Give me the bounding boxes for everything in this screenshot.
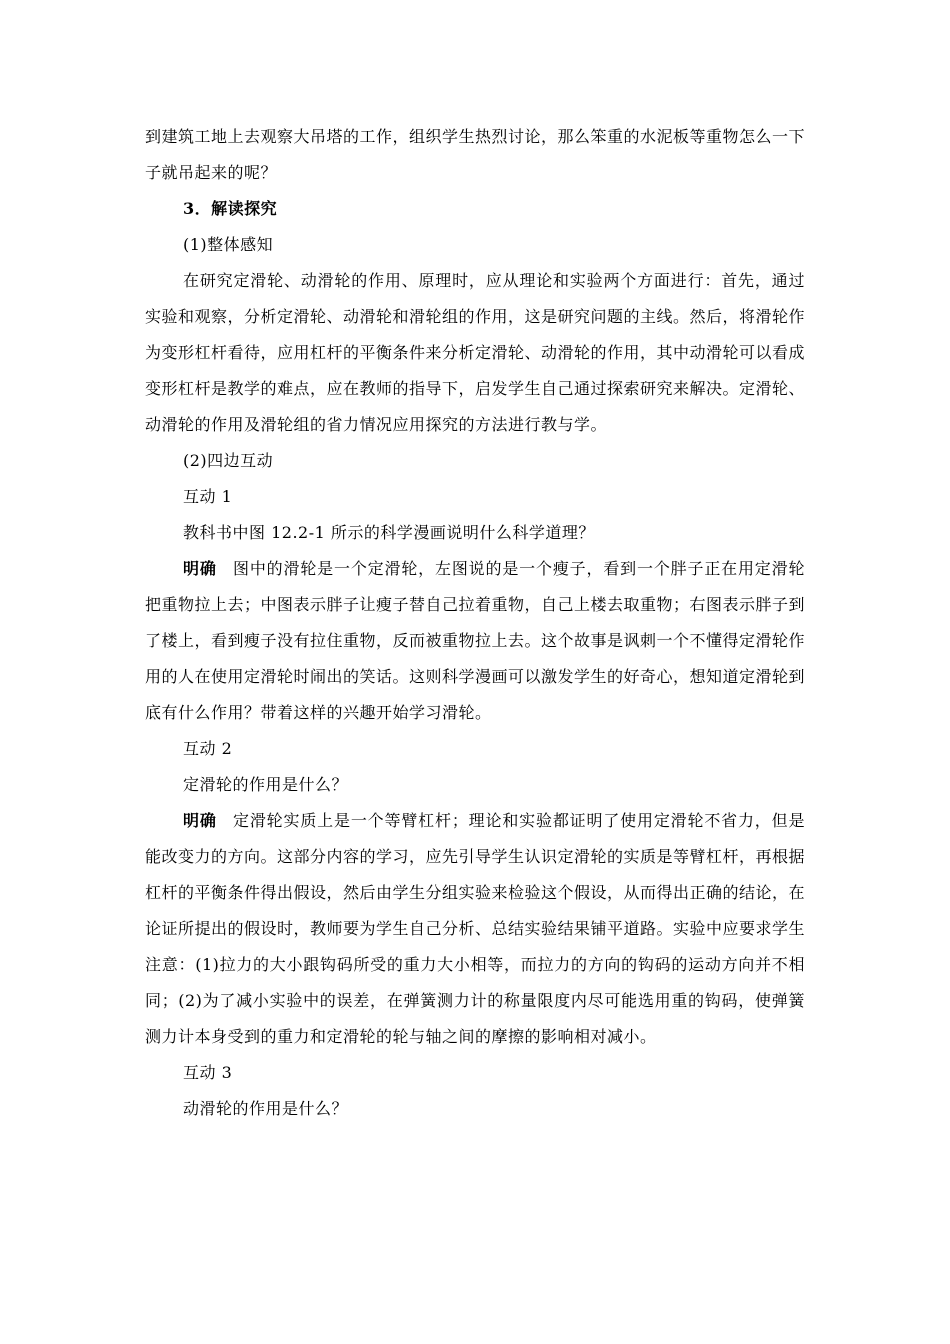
interaction-label: 互动 3: [183, 1063, 233, 1082]
answer-paragraph: [145, 551, 805, 731]
answer-label: 明确: [183, 811, 217, 830]
subsection-heading: (1)整体感知: [183, 235, 274, 254]
section-heading: 3．解读探究: [183, 199, 278, 218]
question-text: 教科书中图 12.2-1 所示的科学漫画说明什么科学道理？: [183, 523, 595, 542]
paragraph-overview: 在研究定滑轮、动滑轮的作用、原理时，应从理论和实验两个方面进行：首先，通过实验和观察，分析定滑轮、动滑轮和滑轮组的作用，这是研究问题的主线。然后，将滑轮作为变形杠杆看待，应用杠杆的平衡条件来分析定滑轮、动滑轮的作用，其中动滑轮可以看成变形杠杆是教学的难点，应在教师的指导下，启发学生自己通过探索研究来解决。定滑轮、动滑轮的作用及滑轮组的省力情况应用探究的方法进行教与学。: [145, 271, 806, 434]
subsection-heading: (2)四边互动: [183, 451, 274, 470]
document-body: [145, 119, 805, 1127]
answer-text: 定滑轮实质上是一个等臂杠杆；理论和实验都证明了使用定滑轮不省力，但是能改变力的方向。这部分内容的学习，应先引导学生认识定滑轮的实质是等臂杠杆，再根据杠杆的平衡条件得出假设，然后由学生分组实验来检验这个假设，从而得出正确的结论，在论证所提出的假设时，教师要为学生自己分析、总结实验结果铺平道路。实验中应要求学生注意：(1)拉力的大小跟钩码所受的重力大小相等，而拉力的方向的钩码的运动方向并不相同；(2)为了减小实验中的误差，在弹簧测力计的称量限度内尽可能选用重的钩码，使弹簧测力计本身受到的重力和定滑轮的轮与轴之间的摩擦的影响相对减小。: [145, 811, 806, 1046]
question-text: 动滑轮的作用是什么？: [183, 1099, 349, 1118]
answer-label: 明确: [183, 559, 217, 578]
paragraph-intro: 到建筑工地上去观察大吊塔的工作，组织学生热烈讨论，那么笨重的水泥板等重物怎么一下子就吊起来的呢？: [145, 127, 806, 182]
interaction-label: 互动 1: [183, 487, 233, 506]
answer-paragraph: [145, 803, 805, 1055]
interaction-label: 互动 2: [183, 739, 233, 758]
answer-text: 图中的滑轮是一个定滑轮，左图说的是一个瘦子，看到一个胖子正在用定滑轮把重物拉上去；中图表示胖子让瘦子替自己拉着重物，自己上楼去取重物；右图表示胖子到了楼上，看到瘦子没有拉住重物，反而被重物拉上去。这个故事是讽刺一个不懂得定滑轮作用的人在使用定滑轮时闹出的笑话。这则科学漫画可以激发学生的好奇心，想知道定滑轮到底有什么作用？带着这样的兴趣开始学习滑轮。: [145, 559, 806, 722]
question-text: 定滑轮的作用是什么？: [183, 775, 349, 794]
